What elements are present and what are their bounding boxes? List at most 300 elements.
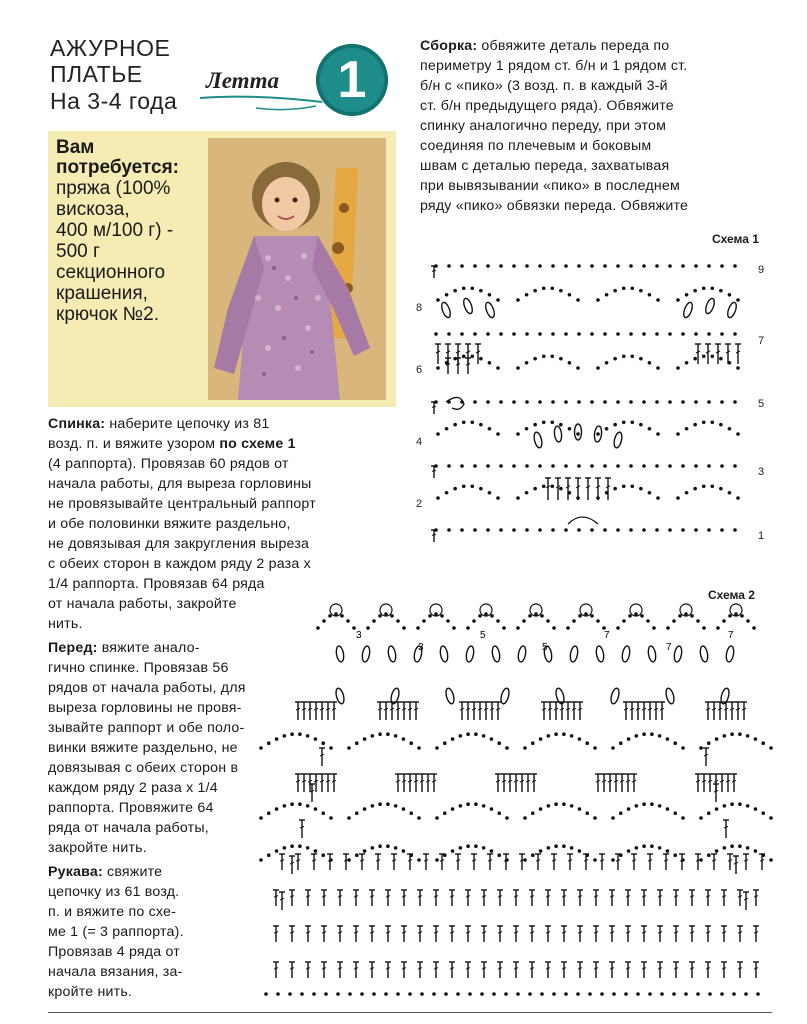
scheme-1-row-7: 7 (758, 335, 765, 347)
chain-dot (516, 496, 520, 500)
chain-dot (611, 746, 615, 750)
chain-dot (715, 807, 719, 811)
chain-dot (642, 732, 646, 736)
chain-dot (616, 332, 620, 336)
chain-dot (702, 421, 706, 425)
chain-dot (681, 332, 685, 336)
back-line (48, 454, 398, 474)
chain-dot (496, 496, 500, 500)
chain-dot (394, 734, 398, 738)
chain-dot (440, 614, 444, 618)
chain-dot (678, 614, 682, 618)
chain-dot (681, 464, 685, 468)
chain-dot (363, 807, 367, 811)
scheme-2-mark: 7 (728, 630, 734, 641)
chain-dot (384, 992, 388, 996)
dc-slash (432, 406, 436, 407)
chain-dot (666, 849, 670, 853)
chain-dot (466, 802, 470, 806)
chain-dot (538, 400, 542, 404)
chain-dot (402, 849, 406, 853)
chain-dot (283, 734, 287, 738)
back-line (48, 534, 398, 554)
chain-dot (655, 528, 659, 532)
back-line (48, 554, 398, 574)
chain-dot (694, 332, 698, 336)
chain-dot (578, 849, 582, 853)
chain-dot (710, 355, 714, 359)
chain-dot (642, 802, 646, 806)
chain-dot (329, 816, 333, 820)
chain-dot (486, 400, 490, 404)
puff-stitch (517, 646, 527, 663)
chain-dot (564, 332, 568, 336)
chain-dot (417, 746, 421, 750)
puff-stitch (726, 301, 738, 318)
chain-dot (551, 264, 555, 268)
chain-dot (720, 992, 724, 996)
chain-dot (719, 357, 723, 361)
chain-dot (275, 737, 279, 741)
chain-dot (267, 811, 271, 815)
chain-dot (378, 844, 382, 848)
chain-dot (656, 496, 660, 500)
chain-dot (699, 816, 703, 820)
chain-dot (402, 737, 406, 741)
chain-dot (672, 992, 676, 996)
sleeves-line (48, 982, 248, 1002)
chain-dot (619, 741, 623, 745)
chain-dot (622, 421, 626, 425)
chain-dot (396, 992, 400, 996)
chain-dot (733, 264, 737, 268)
chain-dot (347, 816, 351, 820)
chain-dot (497, 811, 501, 815)
dc-slash (432, 534, 436, 535)
chain-dot (473, 264, 477, 268)
chain-dot (472, 619, 476, 623)
chain-dot (603, 264, 607, 268)
chain-dot (378, 614, 382, 618)
materials-line: вискоза, (56, 199, 130, 220)
chain-dot (639, 289, 643, 293)
chain-dot (550, 485, 554, 489)
chain-dot (629, 400, 633, 404)
sleeves-line (48, 942, 248, 962)
chain-dot (499, 264, 503, 268)
assembly-text: ст. б/н предыдущего ряда). Обвяжите (420, 98, 674, 114)
chain-dot (616, 400, 620, 404)
chain-dot (486, 528, 490, 532)
chain-dot (312, 992, 316, 996)
chain-dot (564, 400, 568, 404)
chain-dot (259, 858, 263, 862)
materials-title-rest: потребуется: (56, 157, 179, 178)
chain-dot (564, 264, 568, 268)
chain-dot (673, 741, 677, 745)
chain-dot (542, 485, 546, 489)
chain-dot (577, 400, 581, 404)
puff-stitch (533, 431, 544, 448)
chain-dot (559, 289, 563, 293)
chain-dot (732, 992, 736, 996)
chain-dot (740, 614, 744, 618)
chain-dot (613, 487, 617, 491)
chain-dot (474, 844, 478, 848)
chain-dot (681, 400, 685, 404)
chain-dot (409, 811, 413, 815)
chain-dot (290, 802, 294, 806)
chain-dot (628, 614, 632, 618)
chain-dot (639, 423, 643, 427)
dc-slash (432, 270, 436, 271)
chain-dot (447, 528, 451, 532)
chain-dot (551, 464, 555, 468)
chain-dot (736, 432, 740, 436)
chain-dot (298, 732, 302, 736)
chain-dot (639, 487, 643, 491)
chain-dot (516, 432, 520, 436)
chain-dot (603, 464, 607, 468)
chain-dot (630, 287, 634, 291)
chain-dot (314, 849, 318, 853)
assembly-line (420, 56, 770, 76)
assembly-line (420, 176, 770, 196)
puff-stitch (610, 687, 621, 704)
chain-dot (267, 853, 271, 857)
chain-dot (300, 992, 304, 996)
back-text: начала работы, для выреза горловины (48, 476, 312, 492)
chain-dot (630, 355, 634, 359)
scheme-2-mark: 5 (542, 642, 548, 653)
chain-dot (655, 264, 659, 268)
scheme-1-label: Схема 1 (712, 232, 759, 246)
chain-dot (371, 846, 375, 850)
chain-dot (486, 464, 490, 468)
chain-dot (336, 992, 340, 996)
puff-stitch (682, 301, 694, 318)
chain-dot (676, 496, 680, 500)
chain-dot (622, 287, 626, 291)
chain-dot (658, 804, 662, 808)
puff-stitch (725, 646, 735, 663)
chain-dot (666, 737, 670, 741)
chain-dot (436, 298, 440, 302)
chain-dot (603, 332, 607, 336)
chain-dot (444, 992, 448, 996)
chain-dot (596, 432, 600, 436)
chain-dot (366, 626, 370, 630)
scheme-1-row-8: 8 (416, 302, 423, 314)
chain-dot (605, 361, 609, 365)
chain-dot (432, 992, 436, 996)
chain-dot (577, 528, 581, 532)
chain-dot (504, 992, 508, 996)
chain-dot (525, 400, 529, 404)
scheme-1-diagram (428, 252, 748, 558)
chain-dot (480, 992, 484, 996)
chain-dot (629, 264, 633, 268)
back-text: и обе половинки вяжите раздельно, (48, 516, 291, 532)
front-text: закройте нить. (48, 840, 147, 856)
chain-dot (673, 853, 677, 857)
chain-dot (629, 332, 633, 336)
chain-dot (642, 464, 646, 468)
chain-dot (622, 619, 626, 623)
chain-dot (298, 802, 302, 806)
chain-dot (554, 844, 558, 848)
scheme-1-row-6: 6 (416, 364, 423, 376)
chain-dot (707, 811, 711, 815)
chain-dot (482, 804, 486, 808)
back-text: не довязывая для закругления выреза (48, 536, 310, 552)
chain-dot (619, 811, 623, 815)
front-heading: Перед: (48, 640, 102, 656)
chain-dot (445, 491, 449, 495)
chain-dot (531, 811, 535, 815)
chain-dot (550, 355, 554, 359)
chain-dot (738, 844, 742, 848)
chain-dot (707, 741, 711, 745)
chain-dot (321, 811, 325, 815)
chain-dot (577, 332, 581, 336)
assembly-line (420, 116, 770, 136)
scheme-1-row-2: 2 (416, 498, 423, 510)
back-text: (4 раппорта). Провязав 60 рядов от (48, 456, 289, 472)
chain-dot (474, 732, 478, 736)
chain-dot (648, 361, 652, 365)
chain-dot (360, 992, 364, 996)
chain-dot (290, 844, 294, 848)
chain-dot (346, 619, 350, 623)
chain-dot (559, 423, 563, 427)
assembly-section (420, 36, 770, 216)
chain-dot (525, 264, 529, 268)
chain-dot (636, 992, 640, 996)
chain-dot (525, 332, 529, 336)
chain-dot (693, 423, 697, 427)
chain-dot (593, 746, 597, 750)
puff-stitch (462, 297, 474, 314)
chain-dot (738, 802, 742, 806)
back-text: с обеих сторон в каждом ряду 2 раза х (48, 556, 311, 572)
chain-dot (445, 293, 449, 297)
back-text: не провязывайте центральный раппорт (48, 496, 316, 512)
chain-dot (446, 619, 450, 623)
chain-dot (394, 846, 398, 850)
chain-dot (576, 992, 580, 996)
back-line (48, 514, 398, 534)
chain-dot (627, 849, 631, 853)
chain-dot (505, 746, 509, 750)
chain-dot (497, 741, 501, 745)
chain-dot (723, 846, 727, 850)
chain-dot (355, 853, 359, 857)
chain-dot (435, 816, 439, 820)
chain-dot (538, 332, 542, 336)
puff-stitch (439, 646, 449, 663)
chain-dot (547, 734, 551, 738)
chain-dot (585, 741, 589, 745)
chain-dot (533, 357, 537, 361)
chain-dot (531, 853, 535, 857)
chain-dot (372, 992, 376, 996)
chain-dot (603, 528, 607, 532)
chain-dot (482, 846, 486, 850)
chain-dot (728, 293, 732, 297)
chain-dot (658, 734, 662, 738)
chain-dot (593, 858, 597, 862)
chain-dot (386, 732, 390, 736)
pattern-number: 1 (337, 51, 367, 109)
puff-stitch (361, 646, 371, 663)
back-text: возд. п. и вяжите узором (48, 436, 220, 452)
chain-dot (488, 361, 492, 365)
back-heading: Спинка: (48, 416, 110, 432)
chain-dot (693, 487, 697, 491)
chain-dot (596, 298, 600, 302)
chain-dot (328, 614, 332, 618)
chain-dot (525, 361, 529, 365)
materials-line: крашения, (56, 283, 148, 304)
chain-dot (394, 804, 398, 808)
chain-dot (466, 844, 470, 848)
assembly-line (420, 76, 770, 96)
chain-dot (470, 485, 474, 489)
chain-dot (622, 355, 626, 359)
chain-dot (761, 811, 765, 815)
chain-dot (539, 807, 543, 811)
chain-dot (605, 293, 609, 297)
chain-dot (562, 844, 566, 848)
chain-dot (554, 732, 558, 736)
chain-dot (348, 992, 352, 996)
chain-dot (577, 264, 581, 268)
sleeves-line (48, 922, 248, 942)
chain-dot (627, 807, 631, 811)
chain-dot (473, 464, 477, 468)
chain-dot (568, 361, 572, 365)
chain-dot (611, 816, 615, 820)
chain-dot (719, 289, 723, 293)
chain-dot (542, 421, 546, 425)
chain-dot (710, 485, 714, 489)
chain-dot (676, 298, 680, 302)
puff-stitch (595, 646, 605, 663)
chain-dot (488, 293, 492, 297)
chain-dot (324, 992, 328, 996)
chain-dot (722, 619, 726, 623)
scheme-1-row-1: 1 (758, 530, 765, 542)
chain-dot (340, 614, 344, 618)
assembly-text: при вывязывании «пико» в последнем (420, 178, 680, 194)
chain-dot (570, 734, 574, 738)
chain-dot (738, 732, 742, 736)
chain-dot (259, 746, 263, 750)
chain-dot (658, 846, 662, 850)
chain-dot (746, 619, 750, 623)
chain-dot (525, 528, 529, 532)
back-line (48, 434, 398, 454)
chain-dot (707, 400, 711, 404)
assembly-line (420, 196, 770, 216)
chain-dot (459, 804, 463, 808)
chain-dot (635, 734, 639, 738)
back-line (48, 414, 398, 434)
puff-stitch (569, 646, 579, 663)
chain-dot (707, 264, 711, 268)
chain-dot (694, 464, 698, 468)
back-text: от начала работы, закройте (48, 596, 237, 612)
front-text: выреза горловины не провя- (48, 700, 242, 716)
chain-dot (564, 992, 568, 996)
chain-dot (559, 487, 563, 491)
chain-dot (355, 741, 359, 745)
chain-dot (473, 332, 477, 336)
chain-dot (650, 844, 654, 848)
puff-stitch (335, 646, 345, 663)
chain-dot (627, 737, 631, 741)
chain-dot (479, 423, 483, 427)
materials-line: 500 г (56, 241, 100, 262)
chain-dot (428, 614, 432, 618)
chain-dot (416, 626, 420, 630)
chain-dot (460, 332, 464, 336)
chain-dot (639, 357, 643, 361)
chain-dot (445, 427, 449, 431)
chain-dot (590, 464, 594, 468)
assembly-text: периметру 1 рядом ст. б/н и 1 рядом ст. (420, 58, 688, 74)
chain-dot (479, 289, 483, 293)
assembly-text: обвяжите деталь переда по (481, 38, 670, 54)
chain-dot (668, 332, 672, 336)
chain-dot (264, 992, 268, 996)
sleeves-text: ме 1 (= 3 раппорта). (48, 924, 184, 940)
chain-dot (512, 528, 516, 532)
chain-dot (490, 614, 494, 618)
front-text: довязывая с обеих сторон в (48, 760, 239, 776)
chain-dot (576, 432, 580, 436)
chain-dot (752, 626, 756, 630)
puff-stitch (387, 646, 397, 663)
chain-dot (306, 734, 310, 738)
chain-dot (655, 400, 659, 404)
chain-dot (417, 816, 421, 820)
back-line (48, 494, 398, 514)
chain-dot (648, 491, 652, 495)
assembly-line (420, 136, 770, 156)
chain-dot (420, 992, 424, 996)
chain-dot (546, 619, 550, 623)
chain-dot (710, 287, 714, 291)
chain-dot (668, 528, 672, 532)
chain-dot (656, 366, 660, 370)
chain-dot (453, 289, 457, 293)
chain-dot (694, 264, 698, 268)
puff-stitch (484, 301, 496, 318)
chain-dot (290, 732, 294, 736)
chain-dot (746, 734, 750, 738)
chain-dot (761, 741, 765, 745)
chain-dot (417, 858, 421, 862)
chain-dot (390, 614, 394, 618)
chain-dot (568, 427, 572, 431)
chain-dot (668, 464, 672, 468)
chain-dot (681, 264, 685, 268)
chain-dot (559, 357, 563, 361)
chain-dot (716, 626, 720, 630)
chain-dot (275, 849, 279, 853)
